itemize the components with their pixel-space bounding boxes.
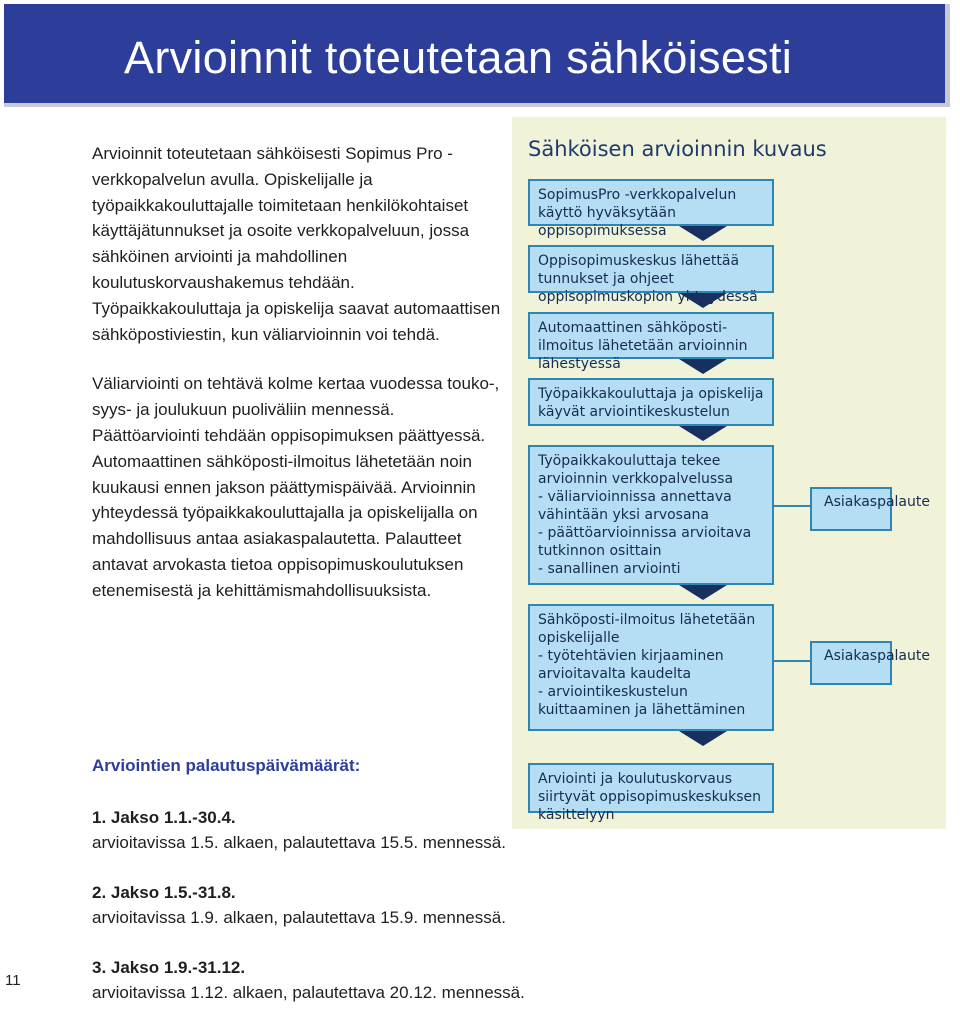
page-number: 11: [5, 972, 21, 989]
step-bullet: - väliarvioinnissa annettava vähintään yksi arvosana: [538, 489, 732, 523]
step-bullet: - päättöarvioinnissa arvioitava tutkinnon osittain: [538, 525, 752, 559]
step-text: Työpaikkakouluttaja tekee arvioinnin verkkopalvelussa: [538, 453, 734, 487]
step-text: Automaattinen sähköposti-ilmoitus lähetetään arvioinnin lähestyessä: [538, 320, 748, 372]
feedback-connector: [774, 660, 810, 662]
step-text: Oppisopimuskeskus lähettää tunnukset ja ohjeet oppisopimuskopion yhteydessä: [538, 253, 758, 305]
body-paragraph-2: Väliarviointi on tehtävä kolme kertaa vuodessa touko-, syys- ja joulukuun puoliväliin mennessä. Päättöarviointi tehdään oppisopimuksen päättyessä. Automaattinen sähköposti-ilmoitus lähetetään noin kuukausi ennen jakson päättymispäivää. Arvioinnin yhteydessä työpaikkakouluttajalla ja opiskelijalla on mahdollisuus antaa asiakaspalautetta. Palautteet antavat arvokasta tietoa oppisopimuskoulutuksen etenemisestä ja kehittämismahdollisuuksista.: [92, 374, 500, 600]
body-paragraph-1: Arvioinnit toteutetaan sähköisesti Sopimus Pro -verkkopalvelun avulla. Opiskelijalle ja työpaikkakouluttajalle toimitetaan henkilökohtaiset käyttäjätunnukset ja osoite verkkopalveluun, jossa sähköinen arviointi ja mahdollinen koulutuskorvaushakemus tehdään. Työpaikkakouluttaja ja opiskelija saavat automaattisen sähköpostiviestin, kun väliarvioinnin voi tehdä.: [92, 144, 501, 344]
feedback-text: Asiakaspalaute: [824, 494, 930, 510]
step-box-6: [528, 604, 774, 731]
feedback-text: Asiakaspalaute: [824, 648, 930, 664]
step-bullet: - arviointikeskustelun kuittaaminen ja lähettäminen: [538, 684, 746, 718]
period-detail: arvioitavissa 1.12. alkaen, palautettava 20.12. mennessä.: [92, 983, 525, 1002]
process-diagram: [512, 117, 946, 829]
feedback-box-1: [810, 487, 930, 531]
step-box-3: [528, 312, 774, 372]
step-text: SopimusPro -verkkopalvelun käyttö hyväksytään oppisopimuksessa: [538, 187, 737, 239]
down-arrow-icon: [679, 731, 727, 746]
body-text: [92, 141, 502, 604]
step-box-1: [528, 179, 774, 239]
step-text: Arviointi ja koulutuskorvaus siirtyvät oppisopimuskeskuksen käsittelyyn: [538, 771, 762, 823]
deadlines-heading: Arviointien palautuspäivämäärät:: [92, 756, 361, 775]
step-text: Sähköposti-ilmoitus lähetetään opiskelijalle: [538, 612, 756, 646]
feedback-connector: [774, 505, 810, 507]
diagram-title: Sähköisen arvioinnin kuvaus: [528, 137, 827, 161]
step-bullet: - työtehtävien kirjaaminen arvioitavalta kaudelta: [538, 648, 724, 682]
period-title: 3. Jakso 1.9.-31.12.: [92, 957, 246, 977]
period-title: 1. Jakso 1.1.-30.4.: [92, 807, 236, 827]
down-arrow-icon: [679, 426, 727, 441]
step-box-5: [528, 445, 774, 585]
step-box-7: [528, 763, 774, 823]
period-detail: arvioitavissa 1.9. alkaen, palautettava 15.9. mennessä.: [92, 908, 506, 927]
step-box-2: [528, 245, 774, 305]
period-detail: arvioitavissa 1.5. alkaen, palautettava 15.5. mennessä.: [92, 833, 506, 852]
deadline-period: [92, 880, 612, 931]
header-banner: [4, 4, 950, 107]
feedback-box-2: [810, 641, 930, 685]
down-arrow-icon: [679, 585, 727, 600]
step-bullet: - sanallinen arviointi: [538, 561, 681, 577]
deadline-period: [92, 955, 612, 1006]
period-title: 2. Jakso 1.5.-31.8.: [92, 882, 236, 902]
page-title: Arvioinnit toteutetaan sähköisesti: [124, 32, 793, 83]
down-arrow-icon: [679, 226, 727, 241]
step-box-4: [528, 378, 774, 426]
down-arrow-icon: [679, 359, 727, 374]
step-text: Työpaikkakouluttaja ja opiskelija käyvät arviointikeskustelun: [538, 386, 764, 420]
down-arrow-icon: [679, 293, 727, 308]
